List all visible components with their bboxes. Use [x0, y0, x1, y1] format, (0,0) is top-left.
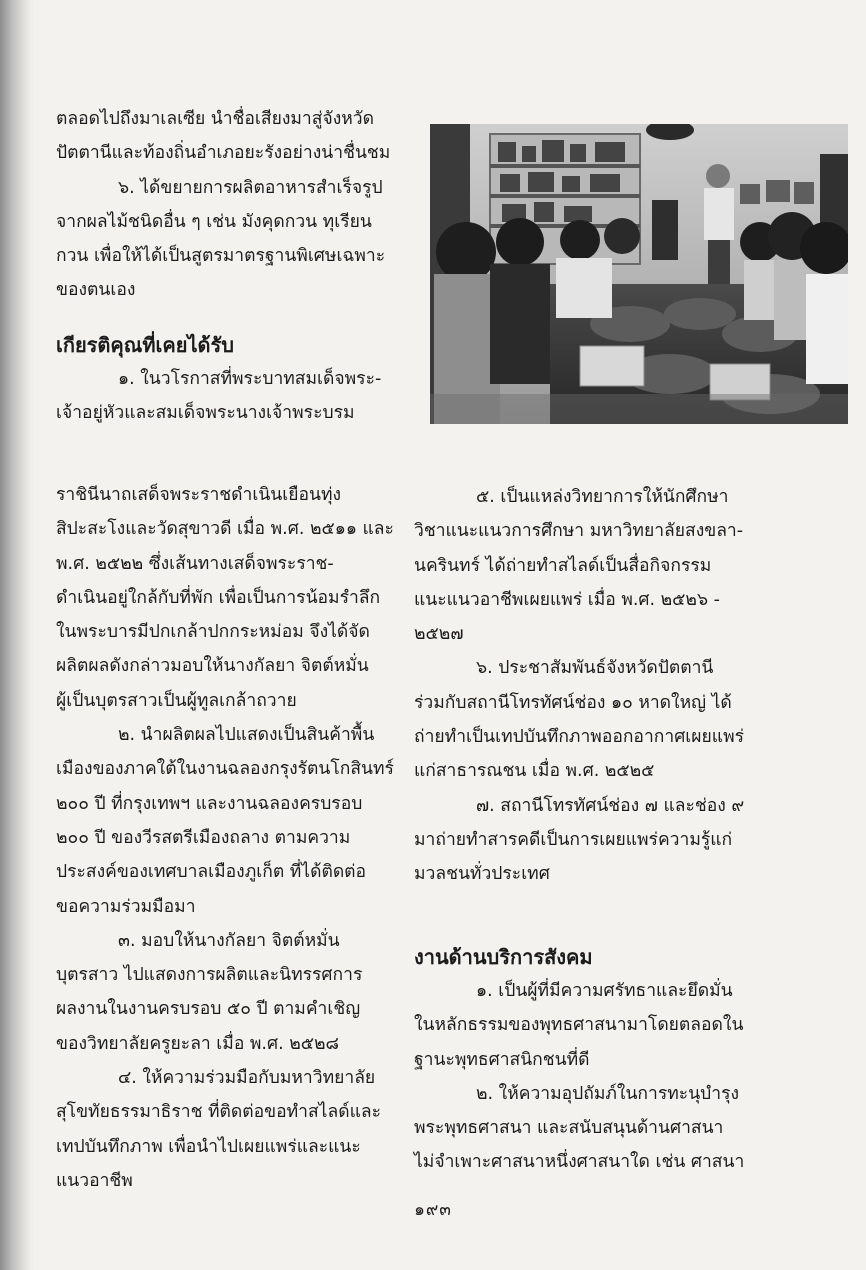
section-heading-honors: เกียรติคุณที่เคยได้รับ: [56, 332, 234, 357]
text-line: เจ้าอยู่หัวและสมเด็จพระนางเจ้าพระบรม: [56, 403, 355, 424]
text-line: ตลอดไปถึงมาเลเซีย นำชื่อเสียงมาสู่จังหวัด: [56, 109, 374, 129]
text-line: นครินทร์ ได้ถ่ายทำสไลด์เป็นสื่อกิจกรรม: [414, 555, 712, 576]
section-heading-social-service: งานด้านบริการสังคม: [414, 945, 593, 969]
text-line: แนะแนวอาชีพเผยแพร่ เมื่อ พ.ศ. ๒๕๒๖ -: [414, 589, 720, 610]
text-line: ๒. ให้ความอุปถัมภ์ในการทะนุบำรุง: [476, 1083, 740, 1104]
text-line: ๒๐๐ ปี ของวีรสตรีเมืองถลาง ตามความ: [56, 827, 351, 848]
text-line: ผลงานในงานครบรอบ ๕๐ ปี ตามคำเชิญ: [56, 999, 361, 1020]
text-line: ๗. สถานีโทรทัศน์ช่อง ๗ และช่อง ๙: [476, 795, 745, 816]
text-line: ราชินีนาถเสด็จพระราชดำเนินเยือนทุ่ง: [56, 485, 342, 505]
text-line: ผลิตผลดังกล่าวมอบให้นางกัลยา จิตต์หมั่น: [56, 656, 369, 677]
page-number: ๑๙๓: [414, 1200, 452, 1220]
text-line: มวลชนทั่วประเทศ: [414, 864, 550, 885]
bottom-left-column: [56, 478, 392, 1198]
text-line: ๖. ได้ขยายการผลิตอาหารสำเร็จรูป: [118, 177, 383, 198]
text-line: ของตนเอง: [56, 280, 136, 301]
text-line: แนวอาชีพ: [56, 1170, 133, 1191]
text-line: วิชาแนะแนวการศึกษา มหาวิทยาลัยสงขลา-: [414, 521, 744, 542]
top-left-column: [56, 102, 392, 430]
text-line: ขอความร่วมมือมา: [56, 896, 196, 917]
text-line: ๑. ในวโรกาสที่พระบาทสมเด็จพระ-: [118, 368, 382, 389]
right-column-social-service: [414, 940, 754, 1180]
text-line: ถ่ายทำเป็นเทปบันทึกภาพออกอากาศเผยแพร่: [414, 727, 745, 748]
text-line: แก่สาธารณชน เมื่อ พ.ศ. ๒๕๒๕: [414, 761, 655, 782]
text-line: ฐานะพุทธศาสนิกชนที่ดี: [414, 1049, 590, 1070]
text-line: ร่วมกับสถานีโทรทัศน์ช่อง ๑๐ หาดใหญ่ ได้: [414, 692, 732, 713]
text-line: ผู้เป็นบุตรสาวเป็นผู้ทูลเกล้าถวาย: [56, 690, 297, 711]
text-line: ในพระบารมีปกเกล้าปกกระหม่อม จึงได้จัด: [56, 622, 370, 643]
text-line: ประสงค์ของเทศบาลเมืองภูเก็ต ที่ได้ติดต่อ: [56, 862, 367, 883]
text-line: กวน เพื่อให้ได้เป็นสูตรมาตรฐานพิเศษเฉพาะ: [56, 246, 386, 267]
text-line: ในหลักธรรมของพุทธศาสนามาโดยตลอดใน: [414, 1015, 744, 1036]
text-line: พระพุทธศาสนา และสนับสนุนด้านศาสนา: [414, 1118, 724, 1139]
text-line: จากผลไม้ชนิดอื่น ๆ เช่น มังคุดกวน ทุเรียน: [56, 211, 372, 232]
text-line: ๒๐๐ ปี ที่กรุงเทพฯ และงานฉลองครบรอบ: [56, 793, 363, 814]
text-line: ดำเนินอยู่ใกล้กับที่พัก เพื่อเป็นการน้อมรำลึก: [56, 587, 381, 608]
text-line: ของวิทยาลัยครูยะลา เมื่อ พ.ศ. ๒๕๒๘: [56, 1033, 340, 1054]
text-line: ๒๕๒๗: [414, 624, 464, 645]
text-line: สิปะสะโงและวัดสุขาวดี เมื่อ พ.ศ. ๒๕๑๑ และ: [56, 519, 394, 540]
workshop-photo-image: [430, 124, 848, 424]
text-line: ๔. ให้ความร่วมมือกับมหาวิทยาลัย: [118, 1068, 376, 1089]
text-line: พ.ศ. ๒๕๒๒ ซึ่งเส้นทางเสด็จพระราช-: [56, 553, 334, 574]
text-line: สุโขทัยธรรมาธิราช ที่ติดต่อขอทำสไลด์และ: [56, 1102, 381, 1123]
text-line: ๓. มอบให้นางกัลยา จิตต์หมั่น: [118, 930, 340, 951]
text-line: ไม่จำเพาะศาสนาหนึ่งศาสนาใด เช่น ศาสนา: [414, 1152, 745, 1173]
text-line: ๕. เป็นแหล่งวิทยาการให้นักศึกษา: [476, 487, 729, 507]
workshop-photo: [430, 124, 848, 424]
text-line: เทปบันทึกภาพ เพื่อนำไปเผยแพร่และแนะ: [56, 1136, 361, 1157]
text-line: ๒. นำผลิตผลไปแสดงเป็นสินค้าพื้น: [118, 725, 375, 746]
text-line: บุตรสาว ไปแสดงการผลิตและนิทรรศการ: [56, 965, 363, 986]
right-column: [414, 480, 754, 892]
text-line: ๑. เป็นผู้ที่มีความศรัทธาและยึดมั่น: [476, 981, 733, 1001]
text-line: ปัตตานีและท้องถิ่นอำเภอยะรังอย่างน่าชื่นชม: [56, 143, 391, 164]
text-line: ๖. ประชาสัมพันธ์จังหวัดปัตตานี: [476, 658, 714, 679]
text-line: เมืองของภาคใต้ในงานฉลองกรุงรัตนโกสินทร์: [56, 759, 394, 780]
text-line: มาถ่ายทำสารคดีเป็นการเผยแพร่ความรู้แก่: [414, 829, 733, 850]
